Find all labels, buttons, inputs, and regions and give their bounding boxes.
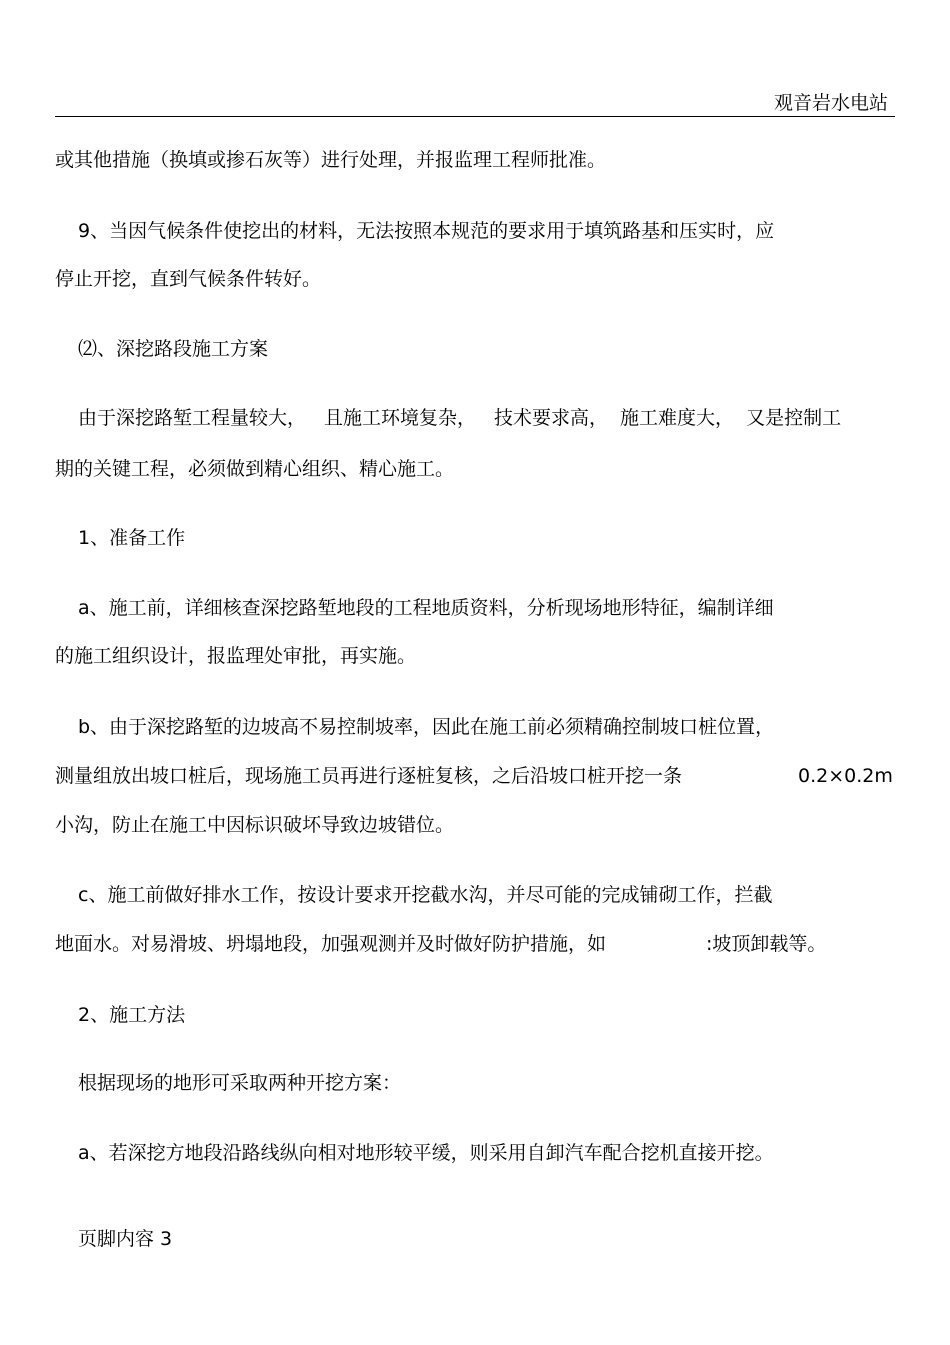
paragraph-line: 停止开挖，直到气候条件转好。 xyxy=(55,268,322,290)
text-segment: 且施工环境复杂， xyxy=(324,407,477,429)
dimension-text: 0.2×0.2m xyxy=(798,765,893,787)
text-segment: 技术要求高， xyxy=(494,407,609,429)
paragraph-line: c、施工前做好排水工作，按设计要求开挖截水沟，并尽可能的完成铺砌工作，拦截 xyxy=(78,884,773,906)
paragraph-line xyxy=(78,406,841,430)
paragraph-line: 期的关键工程，必须做到精心组织、精心施工。 xyxy=(55,458,455,480)
text-segment: :坡顶卸载等。 xyxy=(706,933,827,955)
text-segment: 又是控制工 xyxy=(746,407,842,429)
text-segment: 施工难度大， xyxy=(620,407,735,429)
paragraph-line: 的施工组织设计，报监理处审批，再实施。 xyxy=(55,645,417,667)
header-rule xyxy=(55,116,895,117)
paragraph-line: a、若深挖方地段沿路线纵向相对地形较平缓，则采用自卸汽车配合挖机直接开挖。 xyxy=(78,1142,774,1164)
section-heading: 1、准备工作 xyxy=(78,527,186,549)
page-footer: 页脚内容 3 xyxy=(78,1228,173,1250)
paragraph-line: 根据现场的地形可采取两种开挖方案： xyxy=(78,1072,402,1094)
paragraph-line: b、由于深挖路堑的边坡高不易控制坡率，因此在施工前必须精确控制坡口桩位置， xyxy=(78,716,775,738)
section-heading: ⑵、深挖路段施工方案 xyxy=(78,338,269,360)
text-segment: 由于深挖路堑工程量较大， xyxy=(78,407,307,429)
paragraph-line: 测量组放出坡口桩后，现场施工员再进行逐桩复核，之后沿坡口桩开挖一条 xyxy=(55,765,683,787)
paragraph-line: 9、当因气候条件使挖出的材料，无法按照本规范的要求用于填筑路基和压实时，应 xyxy=(78,220,775,242)
paragraph-line: 地面水。对易滑坡、坍塌地段，加强观测并及时做好防护措施，如 xyxy=(55,933,607,955)
header-title: 观音岩水电站 xyxy=(773,92,888,114)
paragraph-line: 或其他措施（换填或掺石灰等）进行处理，并报监理工程师批准。 xyxy=(55,149,607,171)
paragraph-line: 小沟，防止在施工中因标识破坏导致边坡错位。 xyxy=(55,814,455,836)
section-heading: 2、施工方法 xyxy=(78,1004,186,1026)
paragraph-line: a、施工前，详细核查深挖路堑地段的工程地质资料，分析现场地形特征，编制详细 xyxy=(78,597,774,619)
